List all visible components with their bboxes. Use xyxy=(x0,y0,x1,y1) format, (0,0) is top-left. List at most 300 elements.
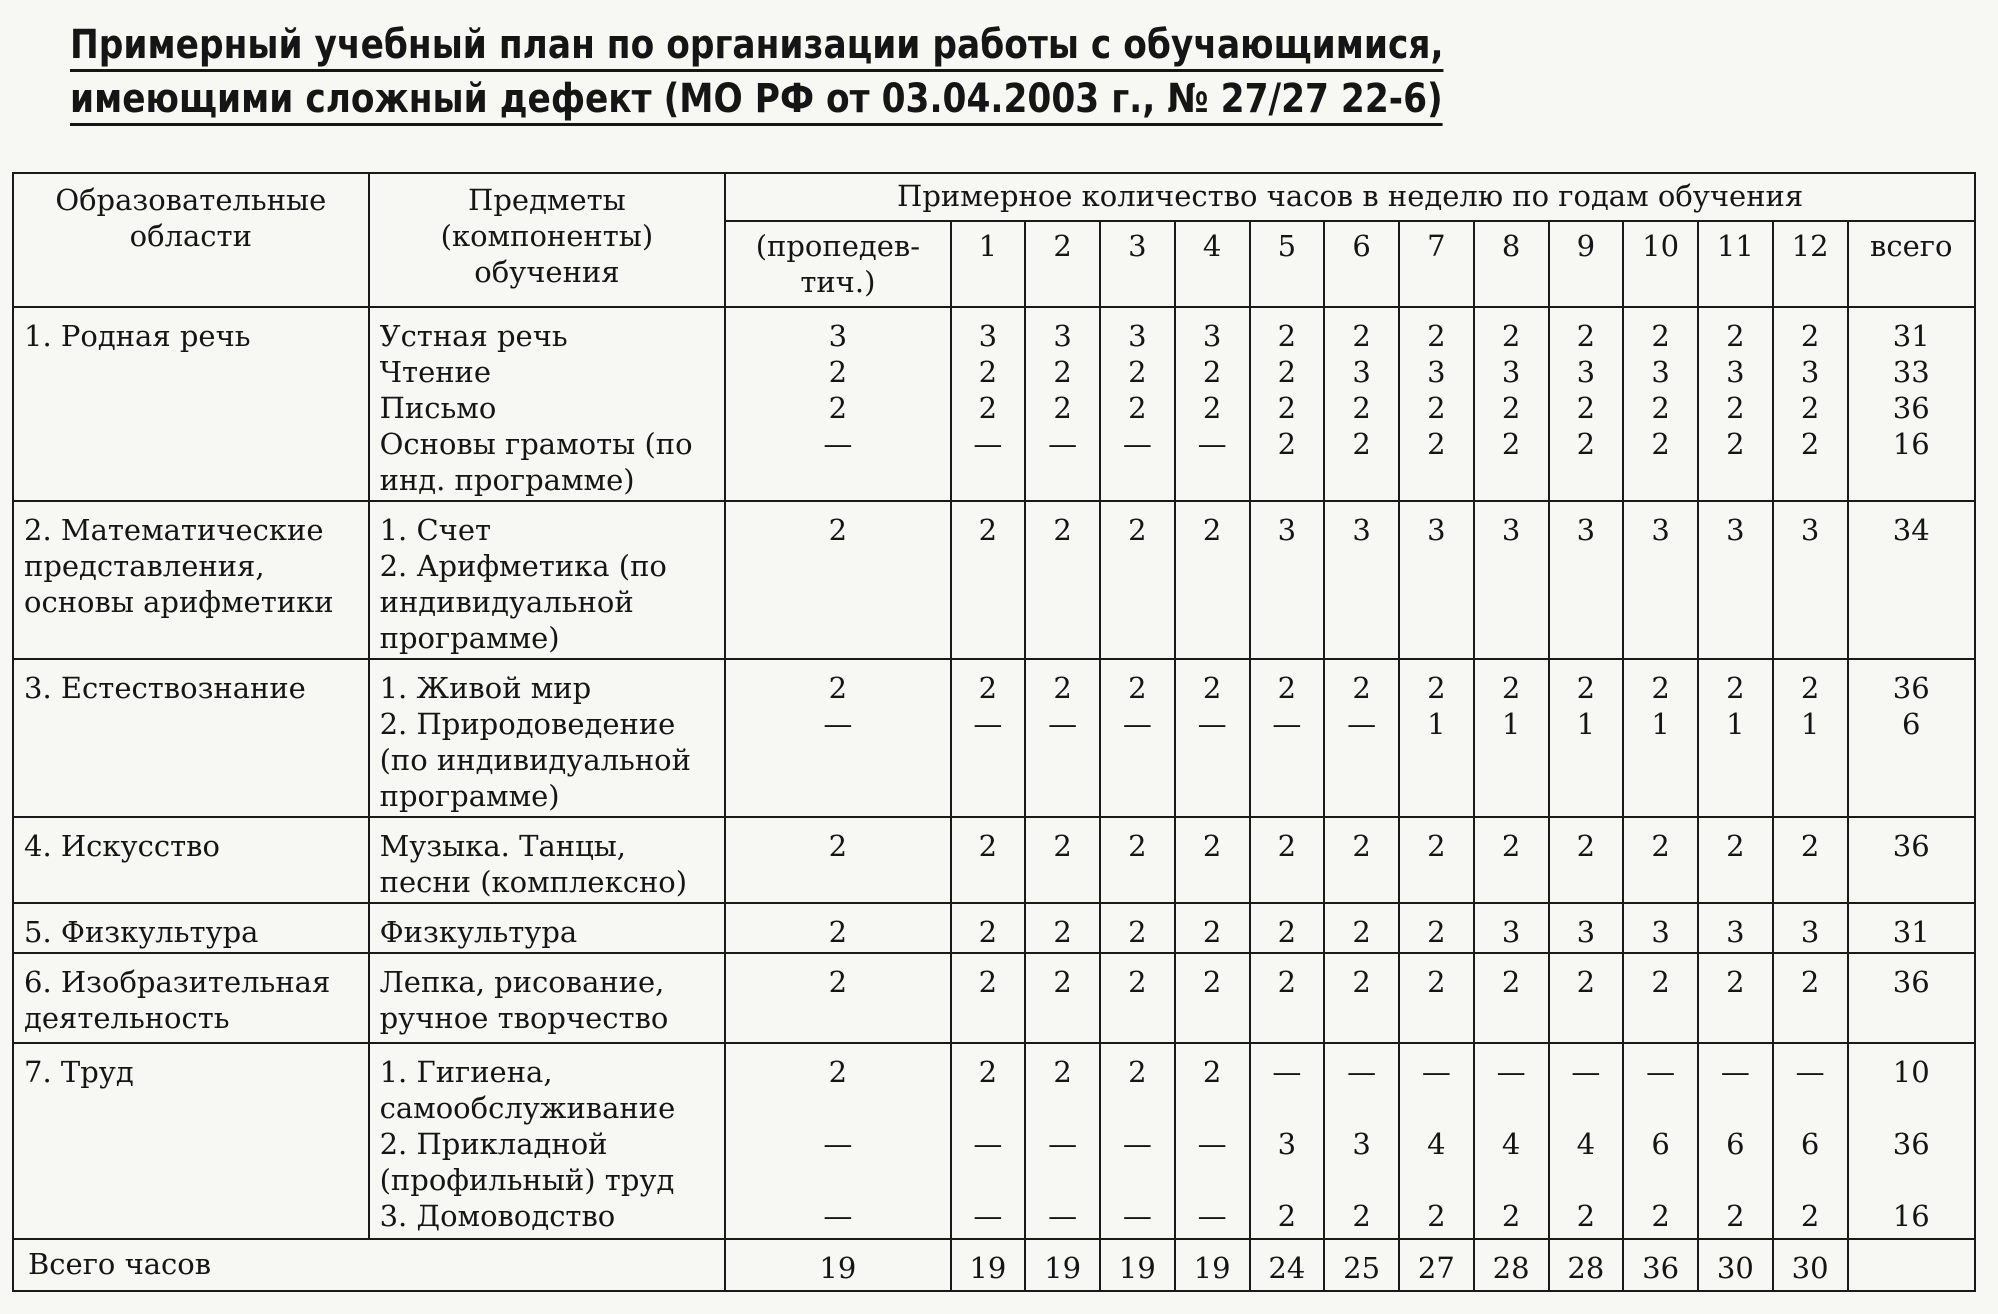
hours-value: — xyxy=(1720,1055,1750,1089)
header-subjects: Предметы (компоненты) обучения xyxy=(369,173,726,307)
hours-value: 2 xyxy=(1576,427,1596,461)
hours-value: 36 xyxy=(1892,1127,1930,1161)
hours-value: 2 xyxy=(1277,829,1297,863)
hours-value: 2 xyxy=(1277,319,1297,353)
hours-value: 2 xyxy=(1277,965,1297,999)
hours-value: 3 xyxy=(1352,355,1371,389)
hours-value: 2 xyxy=(978,1055,998,1089)
subject-item: 1. Живой мир xyxy=(379,671,592,705)
hours-value: 3 xyxy=(1352,1127,1371,1161)
hours-value: 2 xyxy=(1277,355,1297,389)
subjects-cell xyxy=(369,501,726,659)
hours-value: 2 xyxy=(1427,915,1446,949)
hours-cell xyxy=(1175,1043,1250,1239)
hours-value: 2 xyxy=(1427,829,1446,863)
hours-value: 2 xyxy=(1427,671,1446,705)
hours-cell xyxy=(1399,903,1474,953)
hours-value: 3 xyxy=(1651,915,1670,949)
area-cell: 2. Математические представления, основы арифметики xyxy=(13,501,369,659)
hours-value: 10 xyxy=(1892,1055,1930,1089)
hours-value: 34 xyxy=(1892,513,1930,547)
total-hours-cell xyxy=(1848,501,1976,659)
hours-value: 6 xyxy=(1651,1127,1670,1161)
hours-value: 36 xyxy=(1892,671,1930,705)
total-row xyxy=(13,1239,1975,1291)
hours-cell xyxy=(1324,659,1399,817)
hours-value: 2 xyxy=(1277,1199,1297,1233)
hours-value: 2 xyxy=(828,513,848,547)
hours-value: 2 xyxy=(1726,319,1745,353)
hours-cell xyxy=(1324,307,1399,501)
hours-value: 2 xyxy=(1726,1199,1745,1233)
subject-item: 2. Прикладной (профильный) труд xyxy=(379,1127,675,1197)
hours-value: 2 xyxy=(1202,671,1222,705)
hours-cell xyxy=(1549,1043,1624,1239)
hours-value: 2 xyxy=(1800,671,1820,705)
hours-value: 2 xyxy=(828,671,848,705)
hours-cell xyxy=(1250,817,1325,903)
hours-value: — xyxy=(1197,1199,1227,1233)
hours-cell xyxy=(1324,817,1399,903)
table-row xyxy=(13,817,1975,903)
hours-cell xyxy=(1773,307,1848,501)
hours-cell xyxy=(1324,1043,1399,1239)
total-hours-cell: 19 xyxy=(1100,1239,1175,1291)
hours-value: 3 xyxy=(1800,355,1820,389)
hours-value: 3 xyxy=(1576,513,1596,547)
hours-value: 2 xyxy=(1651,829,1670,863)
column-header: всего xyxy=(1848,221,1976,307)
area-cell: 4. Искусство xyxy=(13,817,369,903)
hours-value: 2 xyxy=(1800,427,1820,461)
hours-cell xyxy=(1175,307,1250,501)
area-cell: 1. Родная речь xyxy=(13,307,369,501)
subjects-cell xyxy=(369,903,726,953)
total-hours-cell: 19 xyxy=(1025,1239,1100,1291)
hours-value: 2 xyxy=(1576,965,1596,999)
hours-cell xyxy=(1773,1043,1848,1239)
hours-value: 2 xyxy=(1576,391,1596,425)
hours-cell xyxy=(725,903,950,953)
hours-value: 3 xyxy=(1726,915,1745,949)
hours-value: — xyxy=(973,707,1003,741)
area-cell: 5. Физкультура xyxy=(13,903,369,953)
hours-value: 3 xyxy=(1726,513,1745,547)
hours-value: 2 xyxy=(978,829,998,863)
hours-value: — xyxy=(1122,1199,1152,1233)
hours-value: 2 xyxy=(1202,391,1222,425)
hours-cell xyxy=(1773,903,1848,953)
hours-value: 2 xyxy=(1726,671,1745,705)
hours-cell xyxy=(725,659,950,817)
hours-cell xyxy=(1175,817,1250,903)
hours-cell xyxy=(1549,501,1624,659)
hours-value: 2 xyxy=(978,391,998,425)
hours-cell xyxy=(1773,953,1848,1043)
hours-value: 2 xyxy=(1501,319,1521,353)
hours-cell xyxy=(1549,307,1624,501)
hours-value: 3 xyxy=(978,319,998,353)
subject-item: 2. Арифметика (по индивидуальной программе) xyxy=(379,549,667,655)
hours-value: — xyxy=(1795,1055,1825,1089)
hours-cell xyxy=(725,817,950,903)
total-hours-cell xyxy=(1848,659,1976,817)
hours-value: 16 xyxy=(1892,427,1930,461)
column-header: 2 xyxy=(1025,221,1100,307)
hours-value: 2 xyxy=(1800,965,1820,999)
hours-value: 2 xyxy=(1651,319,1670,353)
subjects-cell xyxy=(369,1043,726,1239)
hours-value: 2 xyxy=(1053,671,1072,705)
hours-cell xyxy=(1474,307,1549,501)
hours-value: 2 xyxy=(828,391,848,425)
subjects-cell xyxy=(369,659,726,817)
table-row xyxy=(13,1043,1975,1239)
total-hours-cell xyxy=(1848,1043,1976,1239)
hours-value: — xyxy=(1571,1055,1601,1089)
hours-value: 2 xyxy=(1651,965,1670,999)
hours-value: — xyxy=(1048,427,1078,461)
hours-cell xyxy=(1474,501,1549,659)
hours-cell xyxy=(1474,903,1549,953)
subject-item: Музыка. Танцы, песни (комплексно) xyxy=(379,829,688,899)
hours-value: — xyxy=(973,427,1003,461)
hours-value: 1 xyxy=(1427,707,1446,741)
hours-value: 1 xyxy=(1576,707,1596,741)
hours-value: 2 xyxy=(1800,391,1820,425)
hours-value: 2 xyxy=(1352,391,1371,425)
hours-value: 2 xyxy=(1128,513,1147,547)
hours-cell xyxy=(725,501,950,659)
hours-value: 2 xyxy=(1576,671,1596,705)
hours-value: — xyxy=(1122,427,1152,461)
total-hours-cell: 30 xyxy=(1773,1239,1848,1291)
hours-value: 2 xyxy=(1277,915,1297,949)
hours-value: 1 xyxy=(1651,707,1670,741)
hours-value: 2 xyxy=(1053,391,1072,425)
hours-cell xyxy=(1698,903,1773,953)
hours-cell xyxy=(1250,1043,1325,1239)
hours-cell xyxy=(951,307,1026,501)
hours-cell xyxy=(1623,659,1698,817)
hours-cell xyxy=(1698,817,1773,903)
hours-cell xyxy=(1324,953,1399,1043)
total-hours-cell: 28 xyxy=(1474,1239,1549,1291)
column-header: 4 xyxy=(1175,221,1250,307)
hours-value: 3 xyxy=(1800,513,1820,547)
hours-value: 3 xyxy=(1277,513,1297,547)
hours-value: — xyxy=(1421,1055,1451,1089)
hours-value: 36 xyxy=(1892,829,1930,863)
total-hours-cell: 19 xyxy=(725,1239,950,1291)
hours-value: 2 xyxy=(1501,671,1521,705)
hours-value: 2 xyxy=(1501,965,1521,999)
hours-value: 2 xyxy=(1128,391,1147,425)
hours-cell xyxy=(1100,307,1175,501)
hours-value: — xyxy=(1646,1055,1676,1089)
hours-cell xyxy=(1698,307,1773,501)
subject-item: 1. Гигиена, самообслуживание xyxy=(379,1055,676,1125)
hours-value: 2 xyxy=(1202,355,1222,389)
hours-value: 3 xyxy=(1427,355,1446,389)
hours-value: 3 xyxy=(1576,355,1596,389)
hours-cell xyxy=(1324,501,1399,659)
hours-cell xyxy=(1250,501,1325,659)
total-label: Всего часов xyxy=(13,1239,725,1291)
hours-cell xyxy=(1025,307,1100,501)
hours-value: 2 xyxy=(978,965,998,999)
hours-cell xyxy=(1025,501,1100,659)
hours-value: 2 xyxy=(1501,391,1521,425)
hours-value: — xyxy=(1122,1127,1152,1161)
total-hours-cell: 24 xyxy=(1250,1239,1325,1291)
total-hours-cell xyxy=(1848,903,1976,953)
hours-value: 2 xyxy=(828,965,848,999)
hours-value: 2 xyxy=(828,829,848,863)
hours-value: 2 xyxy=(978,915,998,949)
subject-item: Устная речь xyxy=(379,319,568,353)
hours-value: 2 xyxy=(1501,1199,1521,1233)
column-header: 7 xyxy=(1399,221,1474,307)
hours-cell xyxy=(1399,1043,1474,1239)
hours-cell xyxy=(1623,1043,1698,1239)
hours-value: 2 xyxy=(1202,915,1222,949)
hours-cell xyxy=(1698,953,1773,1043)
hours-value: 2 xyxy=(1277,391,1297,425)
hours-value: — xyxy=(1048,1199,1078,1233)
hours-value: — xyxy=(1197,1127,1227,1161)
hours-value: 2 xyxy=(1800,319,1820,353)
hours-value: 2 xyxy=(828,1055,848,1089)
hours-value: 36 xyxy=(1892,965,1930,999)
hours-value: 2 xyxy=(1576,829,1596,863)
total-hours-cell xyxy=(1848,307,1976,501)
hours-value: 2 xyxy=(1128,671,1147,705)
hours-cell xyxy=(725,953,950,1043)
hours-value: — xyxy=(823,707,853,741)
hours-value: — xyxy=(1496,1055,1526,1089)
hours-cell xyxy=(1175,659,1250,817)
hours-value: 3 xyxy=(1427,513,1446,547)
hours-value: 2 xyxy=(1427,319,1446,353)
header-areas: Образовательные области xyxy=(13,173,369,307)
column-header: 1 xyxy=(951,221,1026,307)
hours-value: 2 xyxy=(1651,427,1670,461)
hours-cell xyxy=(1250,659,1325,817)
area-cell: 3. Естествознание xyxy=(13,659,369,817)
hours-value: 2 xyxy=(1202,829,1222,863)
hours-value: 2 xyxy=(1800,829,1820,863)
area-cell: 6. Изобразительная деятельность xyxy=(13,953,369,1043)
hours-value: 1 xyxy=(1726,707,1745,741)
hours-value: 2 xyxy=(1128,1055,1147,1089)
column-header: 12 xyxy=(1773,221,1848,307)
hours-value: 16 xyxy=(1892,1199,1930,1233)
hours-value: 1 xyxy=(1800,707,1820,741)
hours-value: 2 xyxy=(1726,829,1745,863)
hours-value: 1 xyxy=(1501,707,1521,741)
hours-value: 2 xyxy=(1352,965,1371,999)
hours-value: 6 xyxy=(1800,1127,1820,1161)
subjects-cell xyxy=(369,307,726,501)
total-hours-cell: 25 xyxy=(1324,1239,1399,1291)
hours-value: 4 xyxy=(1427,1127,1446,1161)
hours-value: 2 xyxy=(1576,1199,1596,1233)
hours-value: 2 xyxy=(1427,427,1446,461)
hours-value: 6 xyxy=(1902,707,1921,741)
hours-value: 31 xyxy=(1892,915,1930,949)
hours-value: 4 xyxy=(1576,1127,1596,1161)
hours-value: — xyxy=(973,1199,1003,1233)
hours-value: 3 xyxy=(1128,319,1147,353)
hours-cell xyxy=(1773,817,1848,903)
column-header: (пропедев-тич.) xyxy=(725,221,950,307)
hours-cell xyxy=(1474,1043,1549,1239)
hours-value: 3 xyxy=(1726,355,1745,389)
column-header: 5 xyxy=(1250,221,1325,307)
hours-value: 3 xyxy=(1800,915,1820,949)
hours-value: 2 xyxy=(1800,1199,1820,1233)
hours-value: 2 xyxy=(1651,1199,1670,1233)
hours-value: 2 xyxy=(1128,355,1147,389)
subject-item: 3. Домоводство xyxy=(379,1199,616,1233)
hours-cell xyxy=(1474,817,1549,903)
hours-cell xyxy=(1100,501,1175,659)
subject-item: 2. Природоведение (по индивидуальной программе) xyxy=(379,707,691,813)
hours-cell xyxy=(1100,659,1175,817)
subject-item: 1. Счет xyxy=(379,513,492,547)
hours-value: 3 xyxy=(1277,1127,1297,1161)
column-header: 10 xyxy=(1623,221,1698,307)
hours-value: 36 xyxy=(1892,391,1930,425)
total-hours-cell: 28 xyxy=(1549,1239,1624,1291)
hours-value: 2 xyxy=(1427,1199,1446,1233)
column-header: 11 xyxy=(1698,221,1773,307)
hours-cell xyxy=(1549,903,1624,953)
hours-cell xyxy=(1399,817,1474,903)
column-header: 6 xyxy=(1324,221,1399,307)
hours-cell xyxy=(1100,817,1175,903)
column-header: 9 xyxy=(1549,221,1624,307)
hours-value: 4 xyxy=(1501,1127,1521,1161)
header-hours: Примерное количество часов в неделю по годам обучения xyxy=(725,173,1975,221)
hours-value: 3 xyxy=(1501,915,1521,949)
hours-value: 2 xyxy=(1128,829,1147,863)
hours-value: 3 xyxy=(1651,513,1670,547)
subject-item: Основы грамоты (по инд. программе) xyxy=(379,427,693,497)
total-hours-cell: 36 xyxy=(1623,1239,1698,1291)
hours-cell xyxy=(1250,953,1325,1043)
hours-cell xyxy=(1025,903,1100,953)
table-row xyxy=(13,903,1975,953)
hours-value: 2 xyxy=(1202,965,1222,999)
subject-item: Чтение xyxy=(379,355,492,389)
hours-value: 2 xyxy=(828,355,848,389)
hours-value: 2 xyxy=(1427,391,1446,425)
hours-value: — xyxy=(1197,427,1227,461)
hours-cell xyxy=(1100,1043,1175,1239)
hours-cell xyxy=(725,1043,950,1239)
hours-value: 31 xyxy=(1892,319,1930,353)
hours-value: 2 xyxy=(1576,319,1596,353)
hours-value: — xyxy=(1272,707,1302,741)
hours-value: 3 xyxy=(1651,355,1670,389)
total-hours-cell xyxy=(1848,817,1976,903)
hours-cell xyxy=(1025,953,1100,1043)
curriculum-table xyxy=(12,172,1976,1292)
hours-cell xyxy=(725,307,950,501)
hours-cell xyxy=(1100,953,1175,1043)
hours-value: 2 xyxy=(1053,1055,1072,1089)
hours-value: — xyxy=(1347,707,1377,741)
hours-value: 2 xyxy=(978,671,998,705)
total-hours-cell: 27 xyxy=(1399,1239,1474,1291)
hours-cell xyxy=(1474,953,1549,1043)
hours-cell xyxy=(951,1043,1026,1239)
hours-cell xyxy=(1175,501,1250,659)
table-row xyxy=(13,953,1975,1043)
hours-value: 3 xyxy=(1501,513,1521,547)
hours-cell xyxy=(1623,953,1698,1043)
column-header: 3 xyxy=(1100,221,1175,307)
hours-value: 2 xyxy=(1651,671,1670,705)
table-row xyxy=(13,307,1975,501)
hours-cell xyxy=(951,501,1026,659)
hours-value: 2 xyxy=(1202,513,1222,547)
hours-cell xyxy=(1175,903,1250,953)
hours-value: 2 xyxy=(1352,427,1371,461)
hours-value: 2 xyxy=(1352,671,1371,705)
subject-item: Письмо xyxy=(379,391,497,425)
hours-value: 3 xyxy=(1501,355,1521,389)
hours-value: 2 xyxy=(1352,1199,1371,1233)
subjects-cell xyxy=(369,817,726,903)
hours-value: 2 xyxy=(1053,513,1072,547)
hours-value: 2 xyxy=(1427,965,1446,999)
total-hours-cell: 19 xyxy=(951,1239,1026,1291)
hours-value: 2 xyxy=(1128,965,1147,999)
hours-cell xyxy=(1399,501,1474,659)
hours-value: — xyxy=(1122,707,1152,741)
table-row xyxy=(13,501,1975,659)
subject-item: Лепка, рисование, ручное творчество xyxy=(379,965,669,1035)
hours-value: 3 xyxy=(1202,319,1222,353)
hours-value: 3 xyxy=(1576,915,1596,949)
hours-cell xyxy=(1623,903,1698,953)
hours-cell xyxy=(1100,903,1175,953)
hours-cell xyxy=(1399,659,1474,817)
hours-value: — xyxy=(1272,1055,1302,1089)
hours-cell xyxy=(1773,501,1848,659)
hours-value: — xyxy=(1197,707,1227,741)
hours-value: 33 xyxy=(1892,355,1930,389)
hours-cell xyxy=(1773,659,1848,817)
total-hours-cell: 30 xyxy=(1698,1239,1773,1291)
hours-cell xyxy=(1324,903,1399,953)
hours-cell xyxy=(1025,1043,1100,1239)
hours-value: — xyxy=(823,1127,853,1161)
area-cell: 7. Труд xyxy=(13,1043,369,1239)
hours-value: 2 xyxy=(978,355,998,389)
hours-value: 3 xyxy=(1053,319,1072,353)
hours-value: 2 xyxy=(1651,391,1670,425)
hours-cell xyxy=(1250,903,1325,953)
hours-cell xyxy=(1623,817,1698,903)
hours-cell xyxy=(951,953,1026,1043)
hours-value: 2 xyxy=(1277,671,1297,705)
page-title: Примерный учебный план по организации работы с обучающимися, имеющими сложный дефект (МО РФ от 03.04.2003 г., № 27/27 22-6) xyxy=(70,18,1601,126)
hours-cell xyxy=(1698,1043,1773,1239)
